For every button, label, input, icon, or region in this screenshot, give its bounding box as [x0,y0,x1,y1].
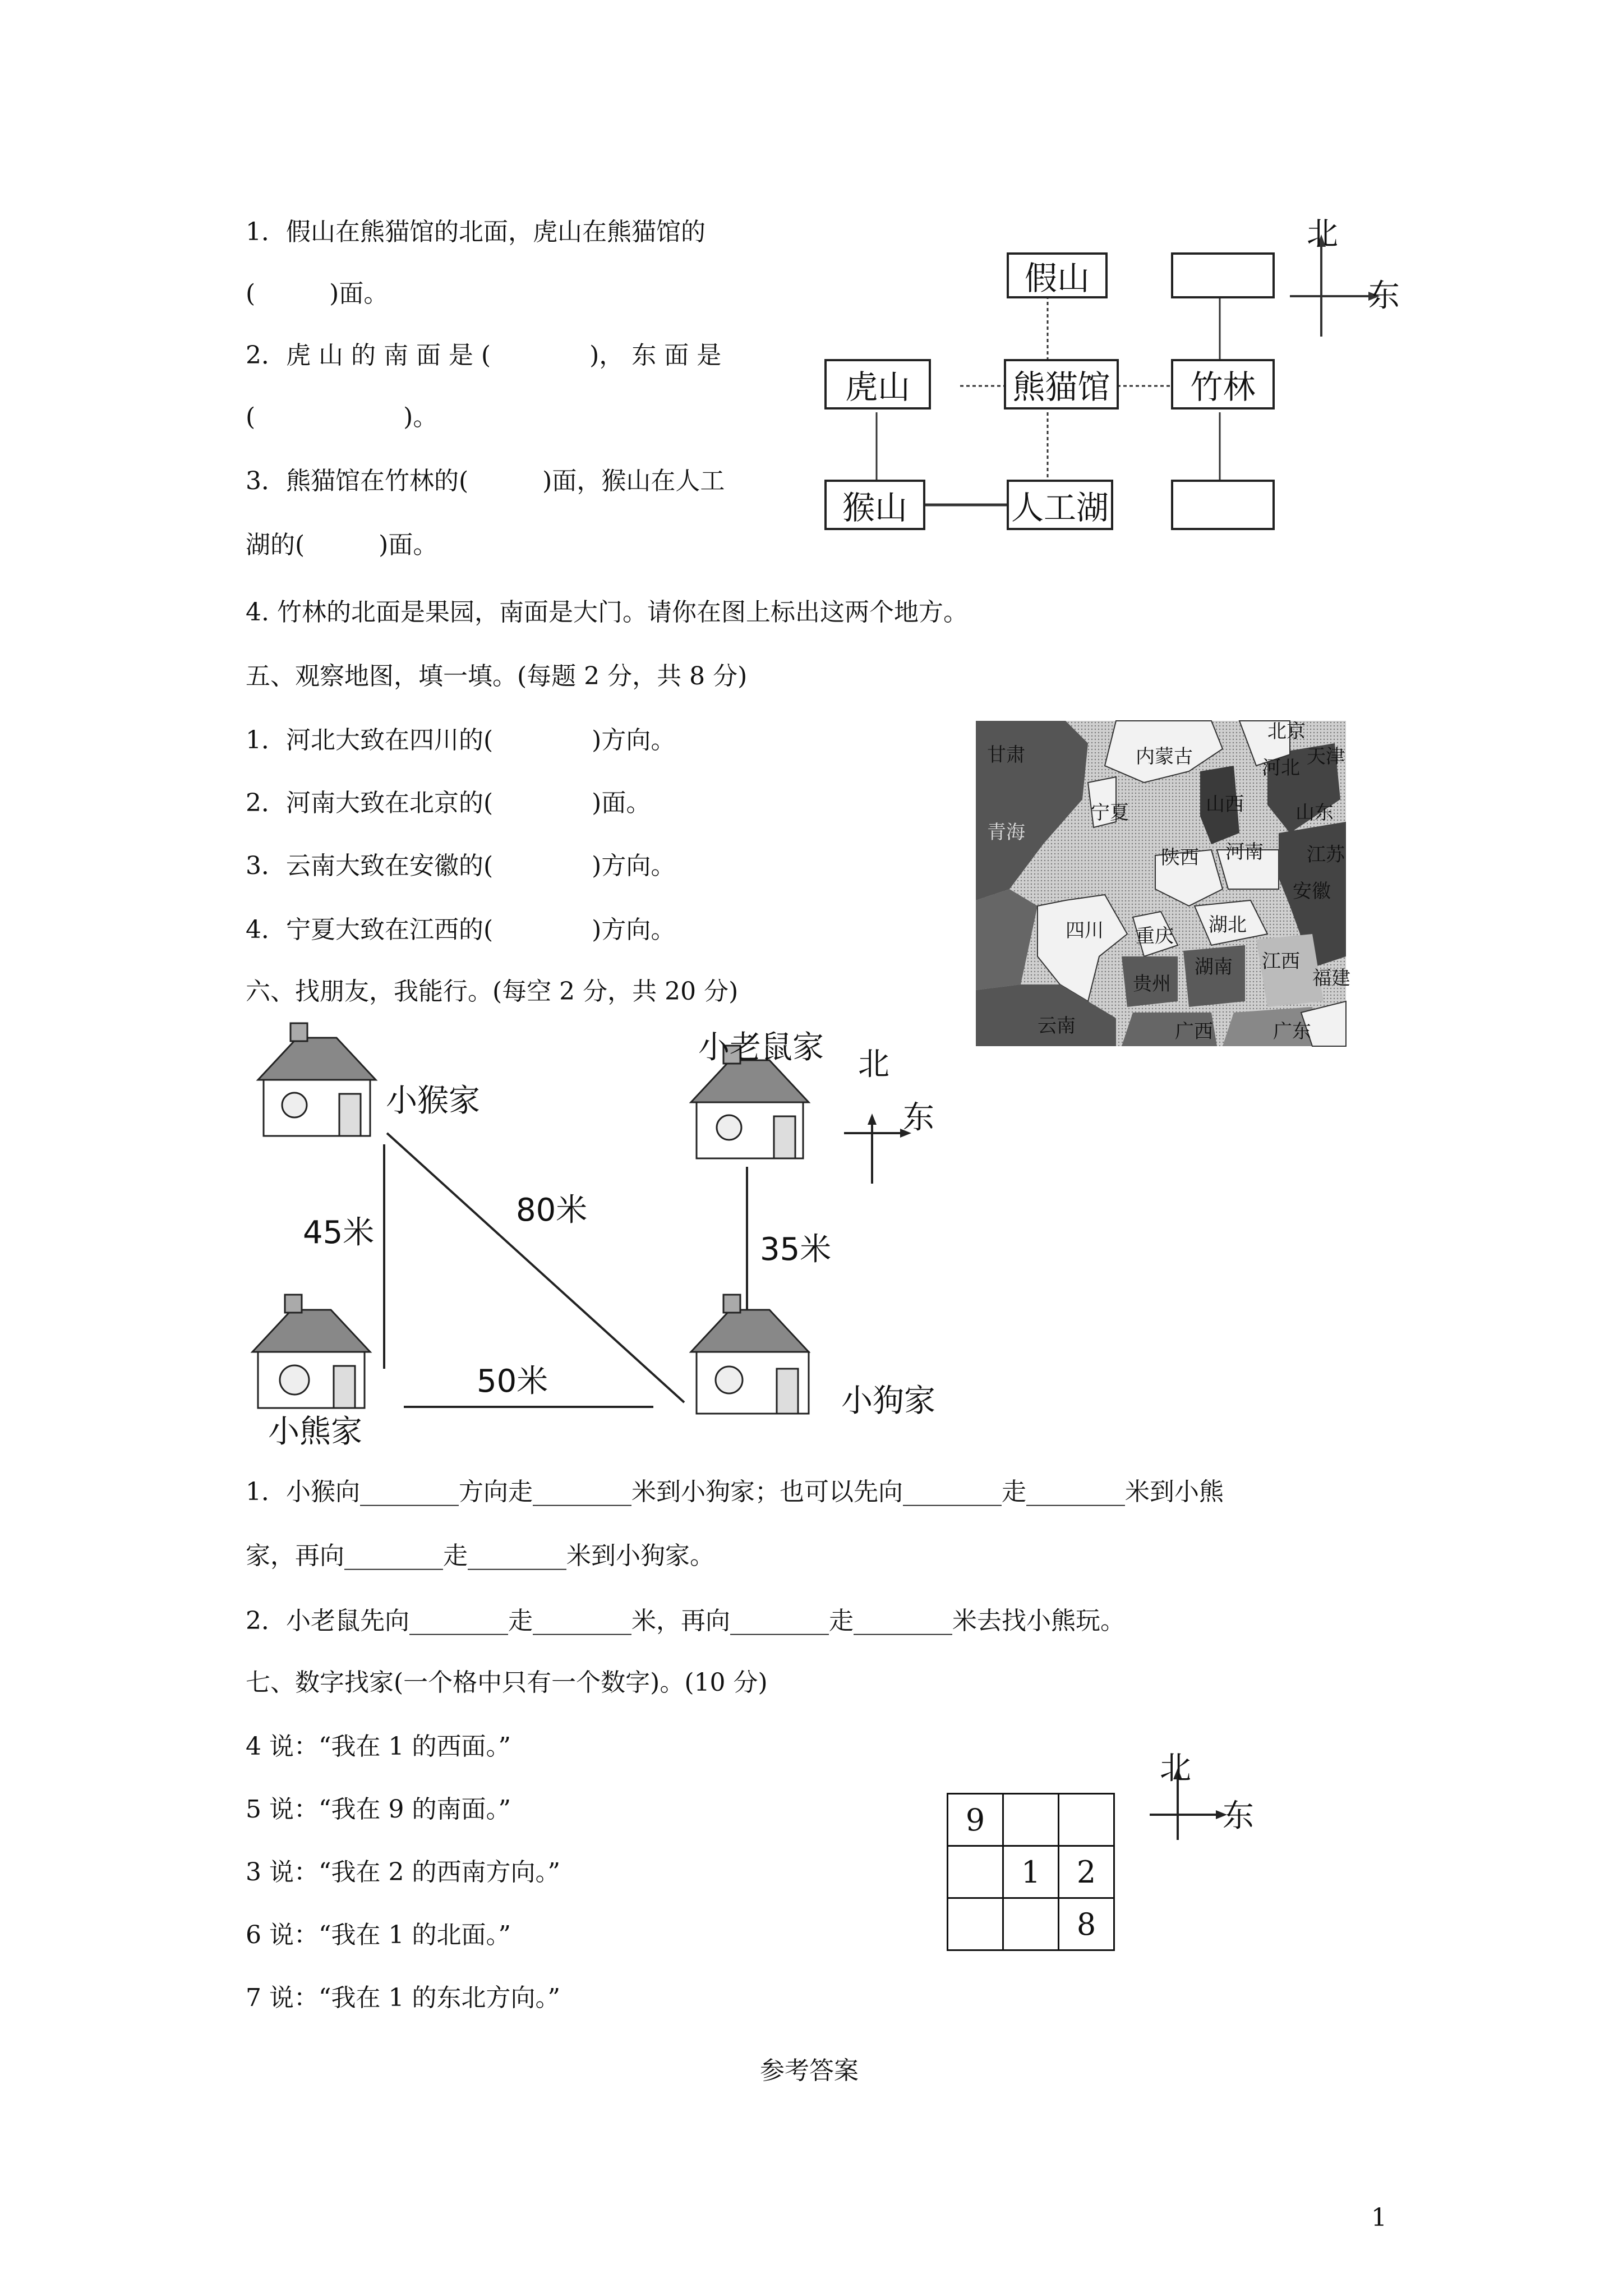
compass3-north-label: 北 [1160,1750,1191,1787]
bear-house-icon [252,1295,370,1408]
map-label: 内蒙古 [1136,746,1193,768]
q6-1-line1: 1．小猴向________方向走________米到小狗家；也可以先向________走________米到小熊 [246,1478,1224,1506]
grid-cell[interactable] [948,1898,1003,1950]
mouse-house-label: 小老鼠家 [698,1029,824,1066]
q4-4: 4. 竹林的北面是果园，南面是大门。请你在图上标出这两个地方。 [246,598,968,627]
compass-north-label: 北 [1307,216,1338,252]
box-empty-north [1171,252,1275,298]
q5-1: 1．河北大致在四川的( )方向。 [246,726,676,754]
province-map [976,720,1350,1046]
map-label: 福建 [1312,967,1350,990]
box-xiongmaoguan: 熊猫馆 [1004,359,1119,409]
q4-2-line1: 2．虎 山 的 南 面 是 ( )， 东 面 是 [246,341,722,370]
q4-2-line2: ( )。 [246,403,438,431]
distance-monkey-bear: 45米 [303,1214,375,1251]
statement-5: 5 说：“我在 9 的南面。” [246,1795,511,1824]
q6-2: 2．小老鼠先向________走________米，再向________走________米去找小熊玩。 [246,1607,1125,1635]
map-label: 重庆 [1136,925,1174,947]
map-label: 天津 [1307,746,1345,768]
box-jiashan: 假山 [1007,252,1108,298]
box-houshan: 猴山 [824,480,925,530]
grid-cell[interactable] [948,1846,1003,1898]
box-empty-south [1171,480,1275,530]
statement-3: 3 说：“我在 2 的西南方向。” [246,1858,560,1887]
q4-3-line1: 3．熊猫馆在竹林的( )面，猴山在人工 [246,467,725,495]
grid-cell[interactable]: 8 [1059,1898,1114,1950]
compass2-north-label: 北 [858,1046,889,1083]
q6-1-line2: 家，再向________走________米到小狗家。 [246,1542,714,1570]
q4-3-line2: 湖的( )面。 [246,531,438,559]
grid-cell[interactable] [1003,1794,1059,1846]
bear-house-label: 小熊家 [268,1414,362,1450]
map-label: 江苏 [1307,844,1345,866]
page-number: 1 [1371,2203,1387,2232]
map-label: 宁夏 [1091,802,1129,824]
distance-bear-dog: 50米 [477,1363,548,1400]
q4-1-line2: ( )面。 [246,279,389,308]
section7-title: 七、数字找家(一个格中只有一个数字)。(10 分) [246,1668,768,1697]
compass-east-label: 东 [1368,278,1400,314]
q4-1-line1: 1．假山在熊猫馆的北面，虎山在熊猫馆的 [246,218,706,246]
statement-7: 7 说：“我在 1 的东北方向。” [246,1984,560,2012]
map-label: 云南 [1038,1015,1076,1037]
section5-title: 五、观察地图，填一填。(每题 2 分，共 8 分) [246,662,748,691]
map-label: 河南 [1225,841,1264,863]
map-label: 江西 [1262,950,1300,973]
section6-title: 六、找朋友，我能行。(每空 2 分，共 20 分) [246,977,739,1006]
q5-2: 2．河南大致在北京的( )面。 [246,789,651,817]
map-label: 山西 [1206,793,1244,816]
box-zhulin: 竹林 [1171,359,1275,409]
distance-monkey-dog: 80米 [516,1192,588,1228]
map-label: 青海 [987,821,1025,844]
map-label: 安徽 [1293,880,1331,903]
map-label: 山东 [1295,802,1334,824]
map-label: 湖北 [1209,914,1247,936]
grid-cell[interactable]: 2 [1059,1846,1114,1898]
monkey-house-icon [258,1023,376,1136]
map-label: 河北 [1262,757,1300,779]
q5-4: 4．宁夏大致在江西的( )方向。 [246,915,676,944]
grid-cell[interactable]: 9 [948,1794,1003,1846]
grid-cell[interactable]: 1 [1003,1846,1059,1898]
grid-cell[interactable] [1003,1898,1059,1950]
map-label: 广西 [1175,1020,1213,1043]
compass2-east-label: 东 [903,1099,934,1136]
statement-4: 4 说：“我在 1 的西面。” [246,1732,511,1761]
map-label: 广东 [1273,1020,1311,1043]
monkey-house-label: 小猴家 [386,1083,480,1119]
number-grid [947,1793,1115,1951]
map-label: 陕西 [1161,846,1199,869]
distance-mouse-dog: 35米 [760,1231,832,1268]
answer-heading: 参考答案 [760,2056,859,2085]
map-label: 四川 [1066,919,1104,942]
map-label: 甘肃 [987,744,1025,766]
dog-house-icon [691,1295,809,1414]
map-label: 湖南 [1195,956,1233,978]
box-rengonghu: 人工湖 [1007,480,1113,530]
q5-3: 3．云南大致在安徽的( )方向。 [246,852,676,880]
box-hushan: 虎山 [824,359,931,409]
map-label: 北京 [1267,720,1306,743]
grid-cell[interactable] [1059,1794,1114,1846]
dog-house-label: 小狗家 [841,1383,935,1419]
map-label: 贵州 [1133,973,1171,995]
statement-6: 6 说：“我在 1 的北面。” [246,1921,511,1949]
compass3-east-label: 东 [1223,1798,1254,1834]
